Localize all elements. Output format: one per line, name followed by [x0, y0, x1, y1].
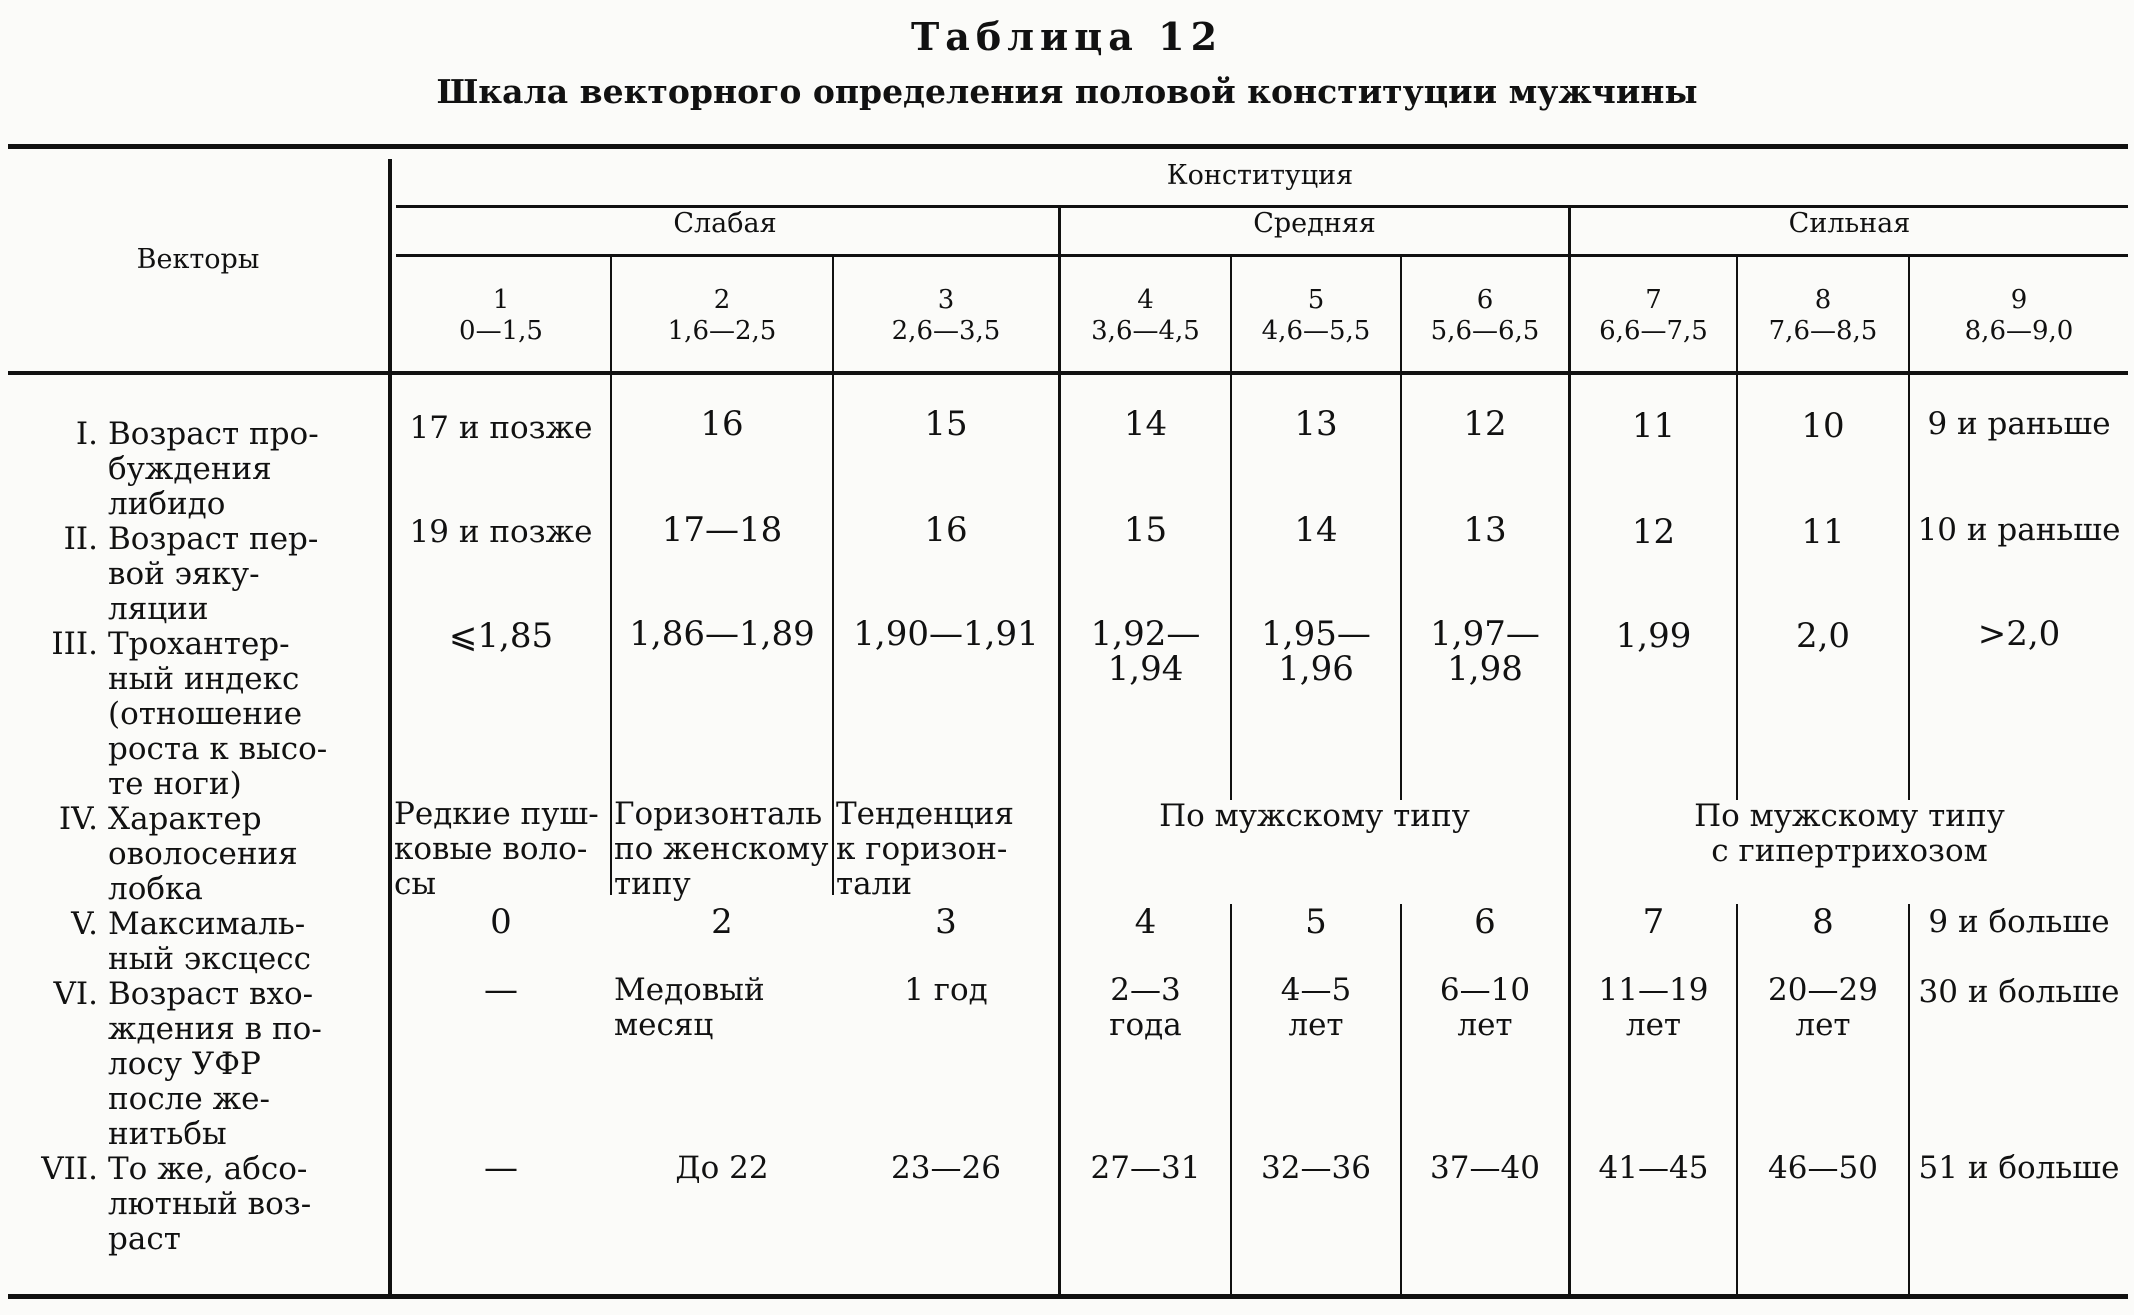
table-cell: 30 и больше — [1918, 974, 2120, 1010]
table-cell: 0 — [490, 902, 512, 942]
table-cell: 2 — [711, 902, 733, 942]
table-cell-span-strong: По мужскому типу с гипертрихозом — [1694, 798, 2005, 869]
table-cell: 2,0 — [1795, 616, 1851, 656]
row-label-I: I. Возраст про- буждения либидо — [75, 416, 319, 522]
table-title: Шкала векторного определения половой конституции мужчины — [436, 72, 1698, 111]
table-cell: 8 — [1812, 902, 1834, 942]
constitution-scale-table — [8, 144, 2128, 1299]
table-cell: 1,99 — [1615, 616, 1692, 656]
table-cell: 10 и раньше — [1917, 512, 2121, 548]
table-cell: 20—29 лет — [1768, 972, 1878, 1043]
table-cell-span-medium: По мужскому типу — [1159, 798, 1470, 834]
table-cell: 11 — [1801, 512, 1845, 552]
column-header: 4 3,6—4,5 — [1091, 285, 1200, 346]
table-cell: 11 — [1631, 406, 1676, 446]
column-rule — [1908, 904, 1910, 1299]
table-cell: Горизонталь по женскому типу — [614, 796, 829, 902]
table-cell: 13 — [1294, 404, 1338, 444]
table-cell: Тенденция к горизон- тали — [836, 796, 1014, 902]
column-rule — [1400, 904, 1402, 1299]
table-number: Таблица 12 — [910, 14, 1224, 59]
header-bottom-rule — [8, 371, 2128, 375]
table-cell: 12 — [1463, 404, 1507, 444]
column-rule — [1736, 904, 1738, 1299]
table-cell: 1,97— 1,98 — [1430, 614, 1540, 689]
table-cell: 14 — [1123, 404, 1168, 444]
table-cell: 9 и больше — [1928, 904, 2110, 940]
row-label-VI: VI. Возраст вхо- ждения в по- лосу УФР после же- нитьбы — [53, 976, 322, 1152]
table-cell: 15 — [924, 404, 968, 444]
table-cell: 32—36 — [1261, 1150, 1371, 1186]
table-cell: 3 — [935, 902, 957, 942]
table-cell: 17 и позже — [409, 410, 593, 446]
table-cell: 27—31 — [1090, 1150, 1201, 1186]
table-cell: 51 и больше — [1918, 1150, 2120, 1186]
table-cell: >2,0 — [1977, 614, 2061, 654]
table-cell: 1,95— 1,96 — [1261, 614, 1371, 689]
table-cell: Медовый месяц — [614, 972, 765, 1043]
row-label-II: II. Возраст пер- вой эяку- ляции — [63, 521, 319, 627]
table-cell: 9 и раньше — [1927, 406, 2111, 442]
column-header: 8 7,6—8,5 — [1768, 285, 1878, 346]
vectors-header: Векторы — [136, 244, 260, 275]
column-header: 2 1,6—2,5 — [667, 285, 777, 346]
table-cell: 7 — [1642, 902, 1665, 942]
column-rule — [1230, 904, 1232, 1299]
table-cell: 11—19 лет — [1598, 972, 1709, 1043]
column-header: 9 8,6—9,0 — [1964, 285, 2074, 346]
table-cell: 4—5 лет — [1280, 972, 1352, 1043]
groups-rule — [396, 254, 2128, 257]
row-label-V: V. Максималь- ный эксцесс — [71, 906, 311, 977]
table-cell: 16 — [924, 510, 968, 550]
table-cell: 5 — [1305, 902, 1327, 942]
table-cell: 15 — [1123, 510, 1168, 550]
column-header: 6 5,6—6,5 — [1430, 285, 1540, 346]
group-header-weak: Слабая — [673, 208, 777, 239]
group-header-medium: Средняя — [1253, 208, 1376, 239]
table-cell: 17—18 — [661, 510, 783, 550]
table-cell: Редкие пуш- ковые воло- сы — [394, 796, 599, 902]
table-cell: 2—3 года — [1109, 972, 1182, 1043]
table-cell: 46—50 — [1768, 1150, 1878, 1186]
table-cell: — — [484, 1148, 518, 1188]
table-cell: 41—45 — [1598, 1150, 1709, 1186]
table-cell: 1 год — [904, 972, 988, 1008]
table-cell: 23—26 — [891, 1150, 1001, 1186]
column-header: 1 0—1,5 — [459, 285, 543, 346]
table-cell: 16 — [700, 404, 744, 444]
row-label-VII: VII. То же, абсо- лютный воз- раст — [41, 1151, 312, 1257]
table-cell: 14 — [1294, 510, 1338, 550]
table-cell: — — [484, 970, 518, 1010]
table-cell: 12 — [1631, 512, 1676, 552]
table-cell: 10 — [1801, 406, 1845, 446]
table-cell: 13 — [1463, 510, 1507, 550]
table-cell: 6 — [1474, 902, 1496, 942]
group-header-strong: Сильная — [1788, 208, 1911, 239]
table-cell: 6—10 лет — [1439, 972, 1531, 1043]
table-cell: 1,92— 1,94 — [1090, 614, 1201, 689]
table-cell: 1,86—1,89 — [629, 614, 815, 654]
table-cell: 19 и позже — [409, 514, 593, 550]
column-header: 5 4,6—5,5 — [1261, 285, 1371, 346]
table-cell: ⩽1,85 — [448, 616, 554, 656]
column-header: 3 2,6—3,5 — [891, 285, 1001, 346]
table-cell: До 22 — [675, 1150, 769, 1186]
table-cell: 1,90—1,91 — [853, 614, 1039, 654]
column-header: 7 6,6—7,5 — [1599, 285, 1708, 346]
row-label-III: III. Трохантер- ный индекс (отношение роста к высо- те ноги) — [51, 626, 328, 802]
table-cell: 4 — [1134, 902, 1157, 942]
row-label-IV: IV. Характер оволосения лобка — [58, 801, 298, 907]
table-cell: 37—40 — [1430, 1150, 1540, 1186]
constitution-header: Конституция — [1166, 160, 1354, 191]
